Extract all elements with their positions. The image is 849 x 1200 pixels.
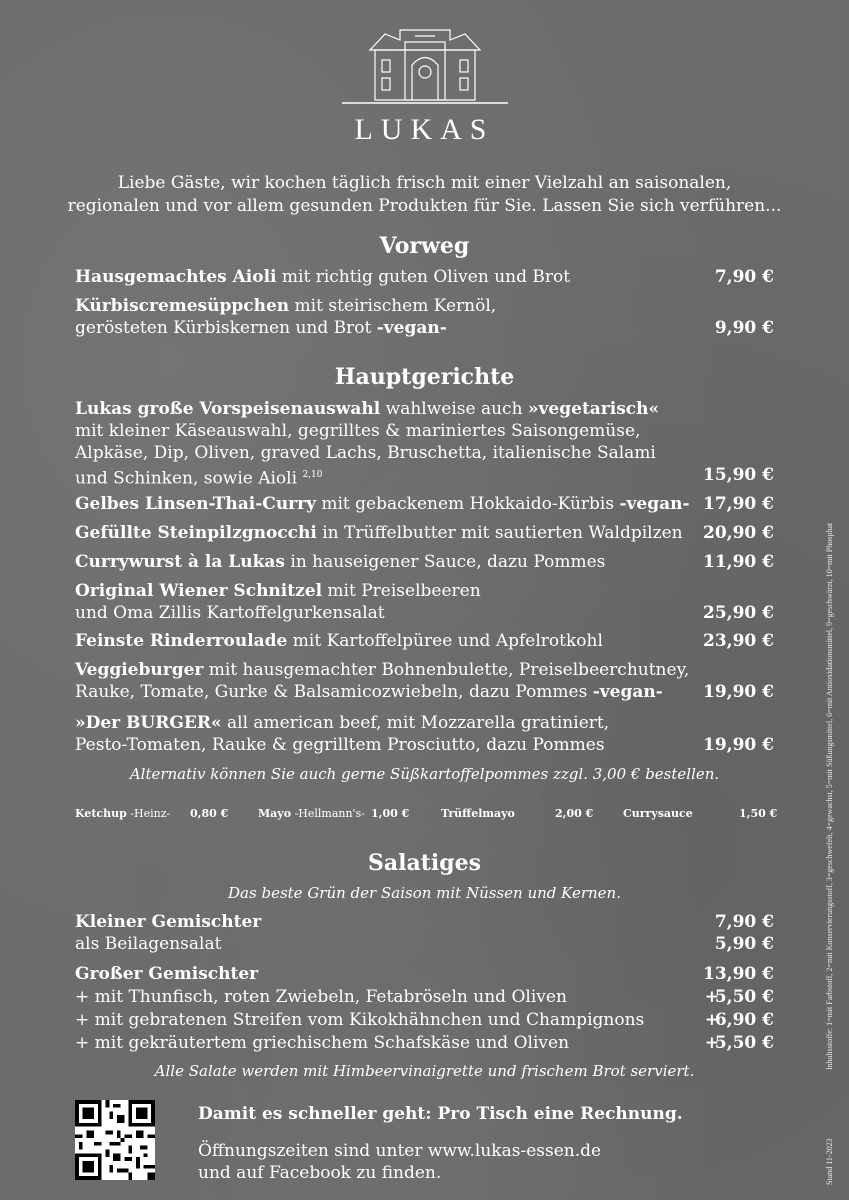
salad-extra	[75, 1032, 774, 1054]
extra-desc: + mit gebratenen Streifen vom Kikokhähnchen und Champignons	[75, 1010, 645, 1030]
menu-item	[75, 712, 774, 756]
sauce-name: Trüffelmayo	[441, 807, 515, 820]
menu-item	[75, 911, 774, 955]
item-price: 7,90 €	[714, 912, 774, 932]
item-price: 5,50 €	[714, 987, 774, 1007]
qr-code[interactable]	[75, 1100, 155, 1180]
sauce-item	[75, 807, 170, 820]
item-desc: mit richtig guten Oliven und Brot	[276, 267, 571, 287]
item-name: Lukas große Vorspeisenauswahl	[75, 399, 381, 419]
sauce-price: 2,00 €	[555, 807, 594, 820]
item-price: 7,90 €	[714, 267, 774, 287]
vegan-tag: -vegan-	[376, 318, 447, 338]
item-name: »Der BURGER«	[75, 713, 222, 733]
item-desc: Pesto-Tomaten, Rauke & gegrilltem Prosciutto, dazu Pommes	[75, 735, 605, 755]
item-name: Großer Gemischter	[75, 964, 259, 984]
footer-info	[198, 1140, 601, 1184]
item-desc: in hauseigener Sauce, dazu Pommes	[284, 552, 606, 572]
item-desc: mit hausgemachter Bohnenbulette, Preiselbeerchutney,	[203, 660, 690, 680]
item-price: 6,90 €	[714, 1010, 774, 1030]
salad-extra	[75, 1009, 774, 1031]
item-name: Original Wiener Schnitzel	[75, 581, 323, 601]
sauce-name: Mayo	[258, 807, 292, 820]
allergen-note: 2,10	[302, 470, 323, 480]
item-desc: mit kleiner Käseauswahl, gegrilltes & mariniertes Saisongemüse,	[75, 421, 641, 441]
brand-name: LUKAS	[354, 113, 495, 146]
stand-text: Stand 11-2023	[825, 1138, 834, 1185]
item-desc: in Trüffelbutter mit sautierten Waldpilzen	[316, 523, 683, 543]
plus-sign: +	[704, 1033, 719, 1053]
item-price: 15,90 €	[703, 465, 774, 485]
sauce-price: 1,00 €	[371, 807, 410, 820]
salat-subtitle: Das beste Grün der Saison mit Nüssen und Kernen.	[228, 884, 621, 902]
plus-sign: +	[704, 987, 719, 1007]
item-desc: mit gebackenem Hokkaido-Kürbis	[315, 494, 620, 514]
item-name: Kleiner Gemischter	[75, 912, 262, 932]
menu-item	[75, 659, 774, 703]
sauce-brand: -Hellmann's-	[291, 807, 365, 820]
item-price: 5,50 €	[714, 1033, 774, 1053]
fries-note: Alternativ können Sie auch gerne Süßkartoffelpommes zzgl. 3,00 € bestellen.	[129, 765, 720, 783]
sauce-price: 1,50 €	[739, 807, 778, 820]
item-desc: wahlweise auch	[380, 399, 528, 419]
item-name: Gelbes Linsen-Thai-Curry	[75, 494, 316, 514]
ingredients-text: Inhaltsstoffe: 1=mit Farbstoff, 2=mit Konservierungsstoff, 3=geschwefelt, 4=gewachst, 5=mit Süßungsmittel, 6=mit Antioxidationsmittel, 9=geschwärzt, 10=mit Phosphat	[825, 522, 834, 1070]
salad-note: Alle Salate werden mit Himbeervinaigrette und frischem Brot serviert.	[154, 1062, 695, 1080]
intro-text	[60, 172, 789, 218]
item-price: 25,90 €	[703, 603, 774, 623]
sauce-price: 0,80 €	[190, 807, 229, 820]
vegan-tag: -vegan-	[619, 494, 690, 514]
item-desc: mit steirischem Kernöl,	[289, 296, 497, 316]
item-desc: Alpkäse, Dip, Oliven, graved Lachs, Bruschetta, italienische Salami	[75, 443, 656, 463]
item-price: 9,90 €	[714, 318, 774, 338]
item-price: 19,90 €	[703, 735, 774, 755]
intro-line: regionalen und vor allem gesunden Produkten für Sie. Lassen Sie sich verführen...	[67, 196, 782, 216]
menu-item	[75, 630, 774, 652]
menu-item	[75, 266, 774, 288]
item-desc: mit Kartoffelpüree und Apfelrotkohl	[287, 631, 603, 651]
item-price: 19,90 €	[703, 682, 774, 702]
menu-item	[75, 522, 774, 544]
item-price: 23,90 €	[703, 631, 774, 651]
item-desc: gerösteten Kürbiskernen und Brot	[75, 318, 377, 338]
menu-item	[75, 493, 774, 515]
item-price: 13,90 €	[703, 964, 774, 984]
item-desc: all american beef, mit Mozzarella gratiniert,	[221, 713, 610, 733]
sauce-brand: -Heinz-	[126, 807, 171, 820]
salad-extra	[75, 986, 774, 1008]
item-desc: mit Preiselbeeren	[322, 581, 481, 601]
item-desc: Rauke, Tomate, Gurke & Balsamicozwiebeln, dazu Pommes	[75, 682, 593, 702]
item-desc: und Oma Zillis Kartoffelgurkensalat	[75, 603, 385, 623]
sauce-name: Currysauce	[623, 807, 693, 820]
menu-item	[75, 398, 774, 490]
item-price: 11,90 €	[703, 552, 774, 572]
item-name: Currywurst à la Lukas	[75, 552, 285, 572]
section-title-vorweg: Vorweg	[379, 233, 470, 259]
sauce-item	[258, 807, 365, 820]
item-name: Gefüllte Steinpilzgnocchi	[75, 523, 317, 543]
item-price: 20,90 €	[703, 523, 774, 543]
footer-line: und auf Facebook zu finden.	[198, 1163, 442, 1183]
item-name: Feinste Rinderroulade	[75, 631, 288, 651]
vegetarian-tag: »vegetarisch«	[527, 399, 660, 419]
menu-item	[75, 963, 774, 985]
menu-item	[75, 551, 774, 573]
intro-line: Liebe Gäste, wir kochen täglich frisch mit einer Vielzahl an saisonalen,	[117, 173, 732, 193]
item-desc: als Beilagensalat	[75, 934, 222, 954]
section-title-salat: Salatiges	[367, 850, 482, 876]
extra-desc: + mit gekräutertem griechischem Schafskäse und Oliven	[75, 1033, 570, 1053]
item-name: Veggieburger	[75, 660, 204, 680]
footer-line: Öffnungszeiten sind unter www.lukas-essen.de	[198, 1141, 602, 1161]
item-price: 5,90 €	[714, 934, 774, 954]
section-title-haupt: Hauptgerichte	[334, 364, 515, 390]
footer-notice: Damit es schneller geht: Pro Tisch eine Rechnung.	[198, 1104, 683, 1124]
plus-sign: +	[704, 1010, 719, 1030]
vegan-tag: -vegan-	[592, 682, 663, 702]
item-price: 17,90 €	[703, 494, 774, 514]
item-name: Hausgemachtes Aioli	[75, 267, 277, 287]
sauce-name: Ketchup	[75, 807, 127, 820]
extra-desc: + mit Thunfisch, roten Zwiebeln, Fetabröseln und Oliven	[75, 987, 567, 1007]
item-name: Kürbiscremesüppchen	[75, 296, 290, 316]
menu-item	[75, 580, 774, 624]
item-desc: und Schinken, sowie Aioli	[75, 468, 303, 489]
menu-item	[75, 295, 774, 339]
